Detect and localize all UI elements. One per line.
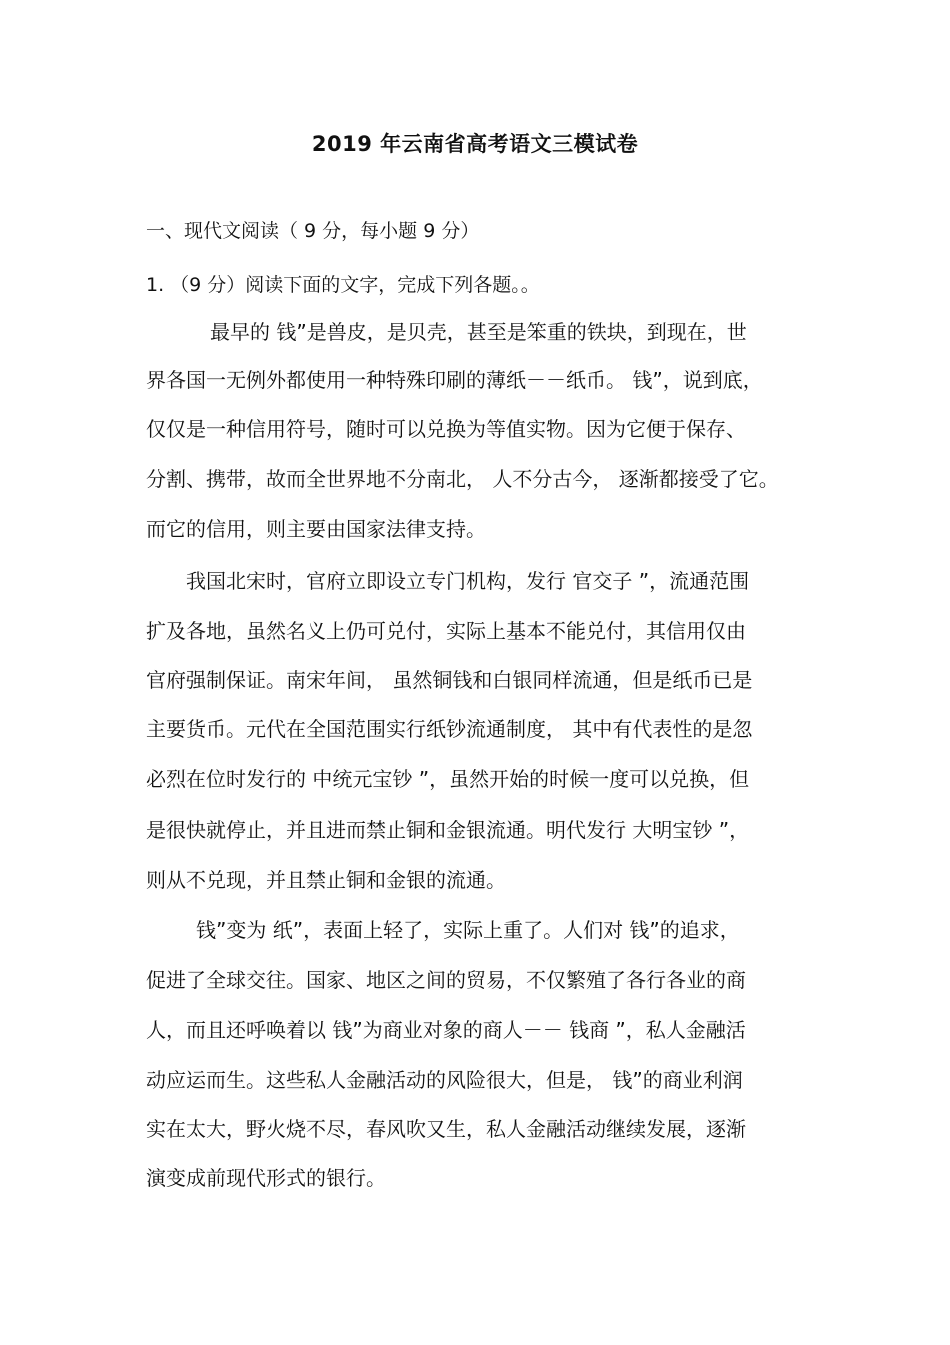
passage-line: 主要货币。元代在全国范围实行纸钞流通制度， 其中有代表性的是忽	[146, 717, 753, 741]
passage-line: 最早的 钱”是兽皮，是贝壳，甚至是笨重的铁块，到现在，世	[210, 320, 747, 344]
passage-line: 钱”变为 纸”，表面上轻了，实际上重了。人们对 钱”的追求，	[196, 918, 740, 942]
passage-line: 必烈在位时发行的 中统元宝钞 ”，虽然开始的时候一度可以兑换，但	[146, 767, 750, 791]
passage-line: 而它的信用，则主要由国家法律支持。	[146, 517, 486, 541]
passage-line: 人，而且还呼唤着以 钱”为商业对象的商人－－ 钱商 ”，私人金融活	[146, 1018, 746, 1042]
passage-line: 演变成前现代形式的银行。	[146, 1166, 386, 1190]
passage-line: 促进了全球交往。国家、地区之间的贸易，不仅繁殖了各行各业的商	[146, 968, 746, 992]
passage-line: 动应运而生。这些私人金融活动的风险很大，但是， 钱”的商业利润	[146, 1068, 743, 1092]
passage-line: 官府强制保证。南宋年间， 虽然铜钱和白银同样流通，但是纸币已是	[146, 668, 753, 692]
section-heading: 一、现代文阅读（ 9 分，每小题 9 分）	[146, 220, 480, 242]
passage-line: 是很快就停止，并且进而禁止铜和金银流通。明代发行 大明宝钞 ”，	[146, 818, 750, 842]
passage-line: 界各国一无例外都使用一种特殊印刷的薄纸－－纸币。 钱”，说到底，	[146, 368, 763, 392]
passage-line: 仅仅是一种信用符号，随时可以兑换为等值实物。因为它便于保存、	[146, 417, 746, 441]
passage-line: 扩及各地，虽然名义上仍可兑付，实际上基本不能兑付，其信用仅由	[146, 619, 746, 643]
passage-line: 则从不兑现，并且禁止铜和金银的流通。	[146, 868, 506, 892]
page-title: 2019 年云南省高考语文三模试卷	[311, 132, 639, 156]
passage-line: 实在太大，野火烧不尽，春风吹又生，私人金融活动继续发展，逐渐	[146, 1117, 746, 1141]
passage-line: 我国北宋时，官府立即设立专门机构，发行 官交子 ”，流通范围	[186, 569, 750, 593]
question-prompt: 1. （9 分）阅读下面的文字，完成下列各题。。	[146, 274, 540, 296]
passage-line: 分割、携带，故而全世界地不分南北， 人不分古今， 逐渐都接受了它。	[146, 467, 779, 491]
